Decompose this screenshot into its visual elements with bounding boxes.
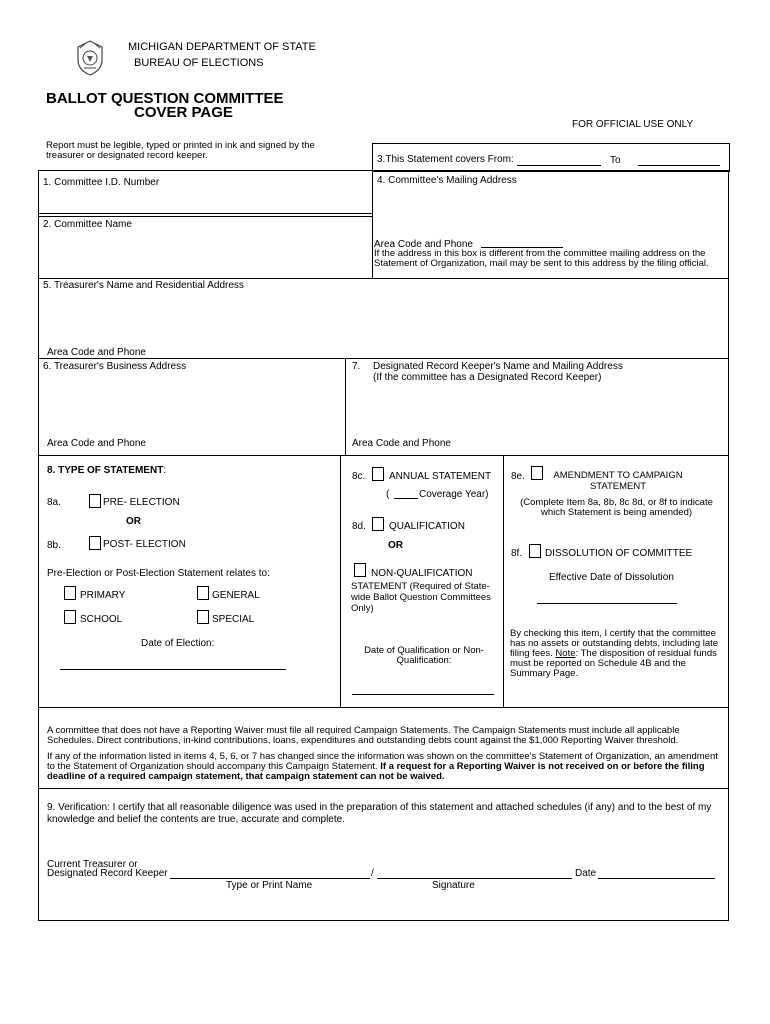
mailing-address-note: If the address in this box is different from the committee mailing address on the Statement of Organization, mail may be sent to this address by the filing official.	[374, 248, 709, 269]
from-date-field[interactable]	[517, 165, 601, 166]
form-top-border	[38, 170, 729, 171]
certify-note: Note	[555, 648, 576, 659]
non-qualification-label: NON-QUALIFICATION	[371, 568, 473, 579]
record-keeper-sub: (If the committee has a Designated Record Keeper)	[373, 372, 602, 383]
treasurer-res-area-code-label: Area Code and Phone	[47, 347, 146, 358]
8e-number: 8e.	[511, 471, 525, 482]
post-election-label: POST- ELECTION	[103, 539, 186, 550]
dissolution-label: DISSOLUTION OF COMMITTEE	[545, 548, 693, 559]
treasurer-bus-area-code-label: Area Code and Phone	[47, 438, 146, 449]
signature-field[interactable]	[377, 878, 572, 879]
state-seal-icon	[72, 38, 108, 78]
record-keeper-sign-label: Designated Record Keeper	[47, 868, 168, 879]
special-checkbox[interactable]	[197, 610, 209, 624]
effective-date-field[interactable]	[537, 603, 677, 604]
primary-label: PRIMARY	[80, 590, 126, 601]
treasurer-residential-label: 5. Treasurer's Name and Residential Address	[43, 280, 244, 291]
divider-items-6-7	[345, 358, 346, 455]
mailing-address-label: 4. Committee's Mailing Address	[377, 175, 517, 186]
8f-number: 8f.	[511, 548, 523, 559]
divider-8-left	[340, 455, 341, 707]
general-label: GENERAL	[212, 590, 260, 601]
waiver-top-line	[38, 707, 729, 708]
amendment-label: AMENDMENT TO CAMPAIGN STATEMENT	[553, 470, 683, 492]
non-qualification-note: STATEMENT (Required of State-wide Ballot Question Committees Only)	[351, 581, 491, 614]
type-heading-colon: :	[163, 465, 167, 476]
form-left-border	[38, 170, 39, 920]
school-checkbox[interactable]	[64, 610, 76, 624]
signature-label: Signature	[432, 880, 475, 891]
special-label: SPECIAL	[212, 614, 255, 625]
type-print-name-label: Type or Print Name	[226, 880, 313, 891]
8a-number: 8a.	[47, 497, 61, 508]
item-1-bottom-line-2	[38, 216, 372, 217]
certify-text-a: By checking this item, I certify that the committee has no assets or outstanding debts, including late filing fees.	[510, 628, 719, 659]
non-qualification-checkbox[interactable]	[354, 563, 366, 577]
date-of-election-label: Date of Election:	[141, 638, 215, 649]
waiver-paragraph-1: A committee that does not have a Reporting Waiver must file all required Campaign Statements. The Campaign Statements must include all applicable Schedules. Direct contributions, in-kind contributions, loans, expenditures and outstanding debts count against the $1,000 Reporting Waiver threshold.	[47, 725, 680, 746]
intro-instructions: Report must be legible, typed or printed in ink and signed by the treasurer or designated record keeper.	[46, 140, 315, 161]
treasurer-business-label: 6. Treasurer's Business Address	[43, 361, 187, 372]
form-bottom-border	[38, 920, 729, 921]
effective-date-label: Effective Date of Dissolution	[549, 572, 674, 583]
item-7-number: 7.	[352, 361, 361, 372]
verification-text: 9. Verification: I certify that all reasonable diligence was used in the preparation of this statement and attached schedules (if any) and to the best of my knowledge and belief the contents are true, accurate and complete.	[47, 802, 712, 825]
or-label-1: OR	[126, 516, 141, 527]
waiver-paragraph-2	[47, 752, 722, 782]
coverage-year-label: Coverage Year)	[419, 489, 489, 500]
date-of-qualification-field[interactable]	[352, 694, 494, 695]
date-of-election-field[interactable]	[60, 669, 286, 670]
divider-items-1-4	[372, 170, 373, 278]
or-label-2: OR	[388, 540, 403, 551]
relates-to-label: Pre-Election or Post-Election Statement relates to:	[47, 568, 270, 579]
amendment-note: (Complete Item 8a, 8b, 8c 8d, or 8f to indicate which Statement is being amended)	[520, 497, 713, 518]
bureau-name: BUREAU OF ELECTIONS	[134, 57, 264, 69]
mailing-area-code-label: Area Code and Phone	[374, 239, 473, 250]
committee-name-label: 2. Committee Name	[43, 219, 132, 230]
amendment-checkbox[interactable]	[531, 466, 543, 480]
qualification-label: QUALIFICATION	[389, 521, 465, 532]
item-5-top-line	[38, 278, 729, 279]
date-label: Date	[575, 868, 597, 879]
verification-top-line	[38, 788, 729, 789]
primary-checkbox[interactable]	[64, 586, 76, 600]
item-8-top-line	[38, 455, 729, 456]
to-label: To	[610, 155, 621, 166]
form-right-border	[728, 170, 729, 920]
general-checkbox[interactable]	[197, 586, 209, 600]
item-1-bottom-line	[38, 213, 372, 214]
8c-number: 8c.	[352, 471, 366, 482]
type-heading-text: 8. TYPE OF STATEMENT	[47, 465, 164, 476]
coverage-year-paren: (	[386, 489, 390, 500]
annual-statement-label: ANNUAL STATEMENT	[389, 471, 492, 482]
date-of-qualification-label: Date of Qualification or Non-Qualification:	[364, 645, 484, 666]
form-title: BALLOT QUESTION COMMITTEE	[46, 90, 284, 107]
pre-election-label: PRE- ELECTION	[103, 497, 180, 508]
item-6-top-line	[38, 358, 729, 359]
committee-id-label: 1. Committee I.D. Number	[43, 177, 160, 188]
to-date-field[interactable]	[638, 165, 720, 166]
certify-text-b: : The disposition of residual funds must be reported on Schedule 4B and the Summary Page.	[510, 648, 717, 679]
school-label: SCHOOL	[80, 614, 123, 625]
dept-name: MICHIGAN DEPARTMENT OF STATE	[128, 41, 316, 53]
type-of-statement-heading	[47, 465, 166, 476]
qualification-checkbox[interactable]	[372, 517, 384, 531]
name-signature-slash: /	[371, 868, 374, 879]
record-keeper-area-code-label: Area Code and Phone	[352, 438, 451, 449]
8b-number: 8b.	[47, 540, 61, 551]
waiver-text-b: If a request for a Reporting Waiver is not received on or before the filing deadline of a required campaign statement, that campaign statement can not be waived.	[47, 761, 705, 782]
coverage-year-field[interactable]	[394, 498, 418, 499]
8d-number: 8d.	[352, 521, 366, 532]
current-treasurer-label: Current Treasurer or	[47, 859, 138, 870]
statement-covers-label: 3.This Statement covers From:	[377, 154, 514, 165]
form-subtitle: COVER PAGE	[134, 104, 233, 121]
divider-8-right	[503, 455, 504, 707]
dissolution-certification	[510, 629, 723, 679]
annual-statement-checkbox[interactable]	[372, 467, 384, 481]
record-keeper-label: Designated Record Keeper's Name and Mailing Address	[373, 361, 623, 372]
post-election-checkbox[interactable]	[89, 536, 101, 550]
waiver-text-a: If any of the information listed in items 4, 5, 6, or 7 has changed since the information was shown on the committee's Statement of Organization, an amendment to the Statement of Organization should accompany this Campaign Statement.	[47, 751, 718, 772]
signature-date-field[interactable]	[598, 878, 715, 879]
pre-election-checkbox[interactable]	[89, 494, 101, 508]
dissolution-checkbox[interactable]	[529, 544, 541, 558]
official-use-label: FOR OFFICIAL USE ONLY	[572, 119, 694, 130]
print-name-field[interactable]	[170, 878, 370, 879]
